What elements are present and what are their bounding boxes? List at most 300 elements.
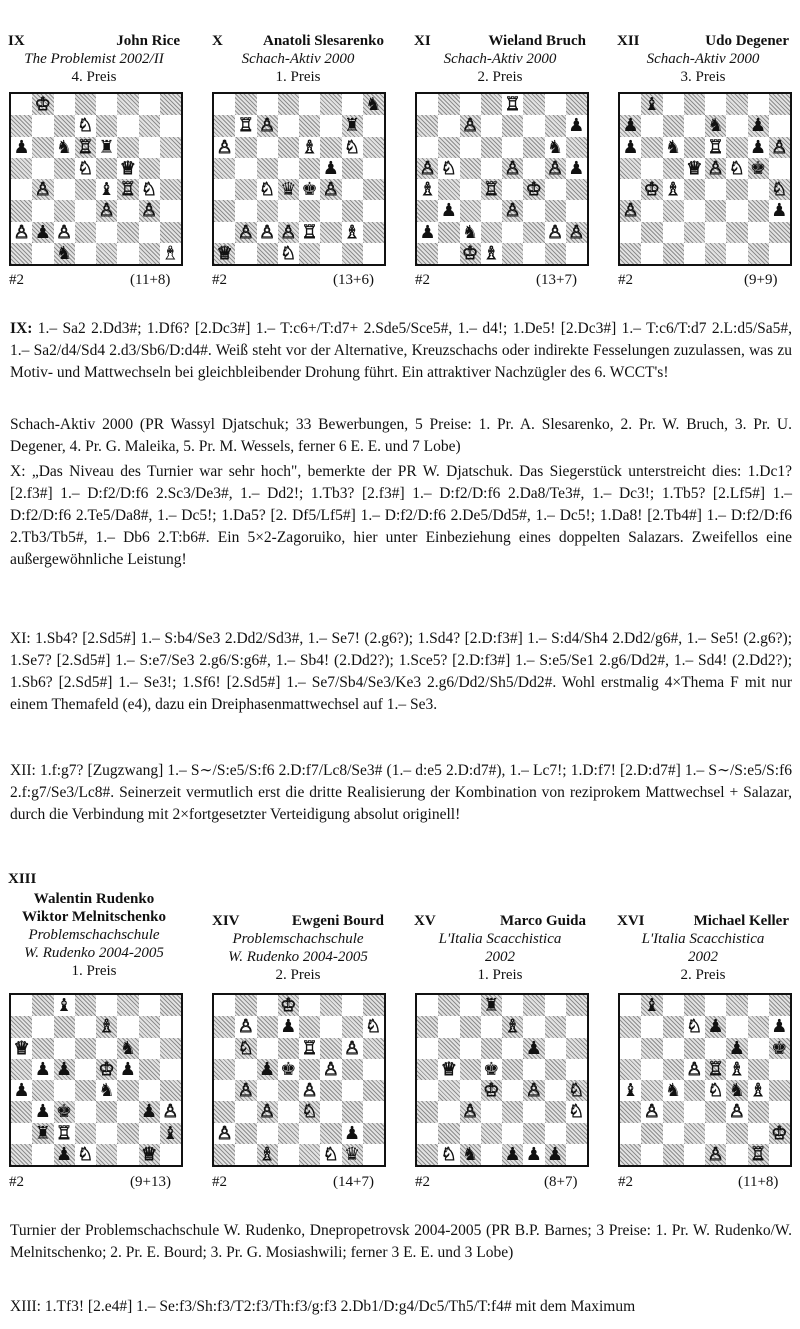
white-queen-icon: ♕ xyxy=(440,1058,457,1080)
tourney-schach-aktiv xyxy=(10,414,792,458)
chess-diagram xyxy=(415,993,589,1167)
white-pawn-icon: ♙ xyxy=(504,200,521,222)
white-bishop-icon: ♝ xyxy=(162,242,179,264)
light-square xyxy=(566,1144,587,1165)
light-square xyxy=(32,1144,53,1165)
light-square xyxy=(235,1144,256,1165)
light-square xyxy=(117,1101,138,1122)
light-square xyxy=(726,1016,747,1037)
light-square xyxy=(342,94,363,115)
light-square xyxy=(545,179,566,200)
white-bishop-icon: ♗ xyxy=(728,1058,745,1080)
white-knight-icon: ♘ xyxy=(322,1143,339,1165)
problem-number: XVI xyxy=(617,913,645,929)
problem-author: Walentin Rudenko xyxy=(33,891,155,907)
white-knight-icon: ♘ xyxy=(365,1016,382,1038)
problem-header-ix xyxy=(8,32,180,86)
white-pawn-icon: ♙ xyxy=(547,157,564,179)
black-knight-icon: ♞ xyxy=(665,136,682,158)
problem-source: Problemschachschule xyxy=(232,931,364,947)
black-pawn-icon: ♟ xyxy=(504,1143,521,1165)
problem-author: Marco Guida xyxy=(500,913,586,929)
white-bishop-icon: ♗ xyxy=(750,1080,767,1101)
problem-source-2: W. Rudenko 2004-2005 xyxy=(24,945,164,961)
chess-diagram xyxy=(9,993,183,1167)
black-pawn-icon: ♟ xyxy=(728,1037,745,1059)
black-pawn-icon: ♟ xyxy=(771,1016,788,1038)
white-king-icon: ♔ xyxy=(525,179,542,200)
problem-source: L'Italia Scacchistica xyxy=(641,931,765,947)
black-king-icon: ♚ xyxy=(301,179,318,200)
light-square xyxy=(214,1038,235,1059)
light-square xyxy=(417,995,438,1016)
problem-source: Problemschachschule xyxy=(28,927,160,943)
light-square xyxy=(32,115,53,136)
problem-prize: 4. Preis xyxy=(71,69,117,85)
white-knight-icon: ♘ xyxy=(77,1143,94,1165)
light-square xyxy=(363,1059,384,1080)
light-square xyxy=(96,222,117,243)
solution-x xyxy=(10,461,792,571)
white-pawn-icon: ♙ xyxy=(237,1080,254,1101)
light-square xyxy=(342,1080,363,1101)
solution-ix xyxy=(10,318,792,384)
problem-prize: 2. Preis xyxy=(275,967,321,983)
light-square xyxy=(523,115,544,136)
white-knight-icon: ♘ xyxy=(280,242,297,264)
light-square xyxy=(363,200,384,221)
black-pawn-icon: ♟ xyxy=(547,1143,564,1165)
solution-xi xyxy=(10,628,792,716)
white-pawn-icon: ♙ xyxy=(259,221,276,243)
light-square xyxy=(160,115,181,136)
chess-diagram xyxy=(618,993,792,1167)
light-square xyxy=(481,1016,502,1037)
white-pawn-icon: ♙ xyxy=(141,200,158,222)
black-pawn-icon: ♟ xyxy=(750,115,767,137)
light-square xyxy=(663,995,684,1016)
light-square xyxy=(139,995,160,1016)
light-square xyxy=(75,200,96,221)
light-square xyxy=(460,995,481,1016)
light-square xyxy=(502,179,523,200)
white-pawn-icon: ♙ xyxy=(419,157,436,179)
white-rook-icon: ♖ xyxy=(707,1058,724,1080)
white-king-icon: ♔ xyxy=(98,1058,115,1080)
light-square xyxy=(32,1016,53,1037)
black-pawn-icon: ♟ xyxy=(771,200,788,222)
white-pawn-icon: ♙ xyxy=(259,1101,276,1123)
light-square xyxy=(257,94,278,115)
black-rook-icon: ♜ xyxy=(483,995,500,1016)
problem-source-2: W. Rudenko 2004-2005 xyxy=(228,949,368,965)
black-pawn-icon: ♟ xyxy=(419,221,436,243)
white-knight-icon: ♘ xyxy=(568,1080,585,1101)
light-square xyxy=(438,1101,459,1122)
light-square xyxy=(139,1123,160,1144)
piece-count: (11+8) xyxy=(738,1174,779,1190)
white-pawn-icon: ♙ xyxy=(504,157,521,179)
black-pawn-icon: ♟ xyxy=(280,1016,297,1038)
white-king-icon: ♔ xyxy=(280,995,297,1016)
black-bishop-icon: ♝ xyxy=(622,1080,639,1101)
light-square xyxy=(438,243,459,264)
light-square xyxy=(566,1016,587,1037)
piece-count: (11+8) xyxy=(130,272,171,288)
problem-number: XII xyxy=(617,33,640,49)
light-square xyxy=(11,179,32,200)
light-square xyxy=(726,115,747,136)
white-pawn-icon: ♙ xyxy=(344,1037,361,1059)
light-square xyxy=(75,1016,96,1037)
chess-diagram xyxy=(9,92,183,266)
black-knight-icon: ♞ xyxy=(56,136,73,158)
black-bishop-icon: ♝ xyxy=(643,94,660,115)
black-pawn-icon: ♟ xyxy=(750,136,767,158)
black-king-icon: ♚ xyxy=(771,1037,788,1059)
black-pawn-icon: ♟ xyxy=(622,115,639,137)
black-bishop-icon: ♝ xyxy=(162,1122,179,1144)
light-square xyxy=(54,94,75,115)
black-knight-icon: ♞ xyxy=(365,94,382,115)
black-pawn-icon: ♟ xyxy=(525,1037,542,1059)
white-knight-icon: ♘ xyxy=(77,115,94,137)
black-pawn-icon: ♟ xyxy=(56,1143,73,1165)
black-pawn-icon: ♟ xyxy=(568,115,585,137)
light-square xyxy=(641,158,662,179)
white-pawn-icon: ♙ xyxy=(707,1143,724,1165)
light-square xyxy=(235,243,256,264)
problem-header-xi xyxy=(414,32,586,86)
light-square xyxy=(684,243,705,264)
light-square xyxy=(299,995,320,1016)
white-pawn-icon: ♙ xyxy=(280,221,297,243)
white-rook-icon: ♖ xyxy=(707,136,724,158)
light-square xyxy=(363,1101,384,1122)
light-square xyxy=(139,1038,160,1059)
light-square xyxy=(299,1123,320,1144)
white-pawn-icon: ♙ xyxy=(462,1101,479,1123)
black-rook-icon: ♜ xyxy=(34,1122,51,1144)
white-pawn-icon: ♙ xyxy=(707,157,724,179)
white-bishop-icon: ♗ xyxy=(344,221,361,243)
light-square xyxy=(620,94,641,115)
white-pawn-icon: ♙ xyxy=(301,1080,318,1101)
white-knight-icon: ♘ xyxy=(568,1101,585,1123)
label: IX: xyxy=(10,320,33,337)
light-square xyxy=(545,1080,566,1101)
light-square xyxy=(96,995,117,1016)
white-knight-icon: ♘ xyxy=(728,157,745,179)
light-square xyxy=(620,995,641,1016)
white-pawn-icon: ♙ xyxy=(322,1058,339,1080)
light-square xyxy=(96,94,117,115)
black-knight-icon: ♞ xyxy=(665,1080,682,1101)
white-knight-icon: ♘ xyxy=(141,179,158,200)
light-square xyxy=(523,200,544,221)
black-pawn-icon: ♟ xyxy=(34,221,51,243)
black-knight-icon: ♞ xyxy=(98,1080,115,1101)
light-square xyxy=(460,137,481,158)
problem-source: The Problemist 2002/II xyxy=(24,51,164,67)
light-square xyxy=(726,1144,747,1165)
light-square xyxy=(160,200,181,221)
piece-count: (14+7) xyxy=(333,1174,374,1190)
light-square xyxy=(75,243,96,264)
white-pawn-icon: ♙ xyxy=(322,179,339,200)
problem-source: Schach-Aktiv 2000 xyxy=(241,51,355,67)
problem-source: Schach-Aktiv 2000 xyxy=(443,51,557,67)
light-square xyxy=(748,1123,769,1144)
light-square xyxy=(417,137,438,158)
white-king-icon: ♔ xyxy=(771,1122,788,1144)
light-square xyxy=(481,1101,502,1122)
light-square xyxy=(523,1059,544,1080)
light-square xyxy=(769,1059,790,1080)
light-square xyxy=(278,1101,299,1122)
light-square xyxy=(620,222,641,243)
problem-author: Wieland Bruch xyxy=(488,33,586,49)
light-square xyxy=(342,995,363,1016)
white-rook-icon: ♖ xyxy=(301,221,318,243)
light-square xyxy=(769,1101,790,1122)
paragraph-text: XII: 1.f:g7? [Zugzwang] 1.– S∼/S:e5/S:f6 2.D:f7/Lc8/Se3# (1.– d:e5 2.D:d7#), 1.– Lc7!; 1.D:f7! [2.D:d7#] 1.– S∼/S:e5/S:f6 2.f:g7/Se3/Lc8#. Seinerzeit vermutlich erst die dritte Realisierung der Kombination von reziprokem Mattwechsel + Salazar, durch die Verbindung mit 2×fortgesetzter Verteidigung absolut originell! xyxy=(10,762,792,823)
solution-xiii xyxy=(10,1296,792,1318)
light-square xyxy=(663,222,684,243)
chess-diagram xyxy=(212,993,386,1167)
white-pawn-icon: ♙ xyxy=(56,221,73,243)
light-square xyxy=(139,222,160,243)
stipulation: #2 xyxy=(212,272,227,288)
black-knight-icon: ♞ xyxy=(119,1037,136,1059)
light-square xyxy=(160,1144,181,1165)
light-square xyxy=(117,200,138,221)
black-queen-icon: ♛ xyxy=(344,1143,361,1165)
white-pawn-icon: ♙ xyxy=(728,1101,745,1123)
white-knight-icon: ♘ xyxy=(344,136,361,158)
light-square xyxy=(96,1038,117,1059)
problem-source: Schach-Aktiv 2000 xyxy=(646,51,760,67)
piece-count: (8+7) xyxy=(544,1174,578,1190)
white-rook-icon: ♖ xyxy=(504,94,521,115)
light-square xyxy=(726,243,747,264)
light-square xyxy=(139,1080,160,1101)
problem-number: XV xyxy=(414,913,436,929)
light-square xyxy=(11,94,32,115)
light-square xyxy=(32,243,53,264)
black-pawn-icon: ♟ xyxy=(119,1058,136,1080)
stipulation: #2 xyxy=(415,1174,430,1190)
light-square xyxy=(363,158,384,179)
piece-count: (9+9) xyxy=(744,272,778,288)
white-bishop-icon: ♗ xyxy=(98,1016,115,1038)
black-rook-icon: ♜ xyxy=(344,115,361,137)
black-pawn-icon: ♟ xyxy=(440,200,457,222)
light-square xyxy=(684,115,705,136)
black-pawn-icon: ♟ xyxy=(13,1080,30,1101)
problem-prize: 1. Preis xyxy=(477,967,523,983)
white-queen-icon: ♕ xyxy=(686,157,703,179)
light-square xyxy=(663,94,684,115)
problem-header-xv xyxy=(414,912,586,984)
light-square xyxy=(620,179,641,200)
light-square xyxy=(769,158,790,179)
white-pawn-icon: ♙ xyxy=(259,115,276,137)
black-pawn-icon: ♟ xyxy=(13,136,30,158)
white-pawn-icon: ♙ xyxy=(622,200,639,222)
light-square xyxy=(235,1101,256,1122)
light-square xyxy=(214,222,235,243)
light-square xyxy=(75,1101,96,1122)
light-square xyxy=(523,158,544,179)
paragraph-text: X: „Das Niveau des Turnier war sehr hoch", bemerkte der PR W. Djatschuk. Das Siegerstück unterstreicht dies: 1.Dc1? [2.f3#] 1.– D:f2/D:f6 2.Sc3/De3#, 1.– Dd2!; 1.Tb3? [2.f3#] 1.– D:f2/D:f6 2.Da8/Te3#, 1.– Dc3!; 1.Tb5? [2.Lf5#] 1.– D:f2/D:f6 2.Te5/Da8#, 1.– Dc5!; 1.Da5? [2. Df5/Lf5#] 1.– D:f2/D:f6 2.De5/Dd5#, 1.– Dc5!; 1.Da8! [2.Tb4#] 1.– D:f2/D:f6 2.Tb3/Tb5#, 1.– Db6 2.T:b6#. Ein 5×2-Zagoruiko, hier unter Einbeziehung eines doppelten Salazars. Zweifellos eine außergewöhnliche Leistung! xyxy=(10,463,792,568)
problem-header-xiii xyxy=(8,870,180,980)
light-square xyxy=(214,995,235,1016)
problem-prize: 3. Preis xyxy=(680,69,726,85)
white-pawn-icon: ♙ xyxy=(13,221,30,243)
light-square xyxy=(117,115,138,136)
black-rook-icon: ♜ xyxy=(98,136,115,158)
light-square xyxy=(769,243,790,264)
paragraph-text: XIII: 1.Tf3! [2.e4#] 1.– Se:f3/Sh:f3/T2:f3/Th:f3/g:f3 2.Db1/D:g4/Dc5/Th5/T:f4# mit dem Maximum xyxy=(10,1298,636,1315)
light-square xyxy=(502,1038,523,1059)
light-square xyxy=(705,179,726,200)
black-bishop-icon: ♝ xyxy=(98,179,115,200)
light-square xyxy=(663,1123,684,1144)
light-square xyxy=(481,158,502,179)
light-square xyxy=(117,1016,138,1037)
light-square xyxy=(460,179,481,200)
white-queen-icon: ♕ xyxy=(119,157,136,179)
white-pawn-icon: ♙ xyxy=(643,1101,660,1123)
light-square xyxy=(481,115,502,136)
light-square xyxy=(160,158,181,179)
light-square xyxy=(748,995,769,1016)
light-square xyxy=(641,1059,662,1080)
light-square xyxy=(320,115,341,136)
white-knight-icon: ♘ xyxy=(77,157,94,179)
light-square xyxy=(523,1016,544,1037)
light-square xyxy=(278,158,299,179)
white-knight-icon: ♘ xyxy=(440,1143,457,1165)
light-square xyxy=(257,1080,278,1101)
light-square xyxy=(235,1059,256,1080)
chess-diagram xyxy=(212,92,386,266)
white-king-icon: ♔ xyxy=(483,1080,500,1101)
light-square xyxy=(32,200,53,221)
solution-xii xyxy=(10,760,792,826)
black-king-icon: ♚ xyxy=(750,157,767,179)
light-square xyxy=(502,1123,523,1144)
black-king-icon: ♚ xyxy=(483,1058,500,1080)
light-square xyxy=(460,1038,481,1059)
light-square xyxy=(705,1123,726,1144)
light-square xyxy=(566,200,587,221)
light-square xyxy=(214,1080,235,1101)
light-square xyxy=(32,158,53,179)
stipulation: #2 xyxy=(9,272,24,288)
problem-author: Michael Keller xyxy=(693,913,789,929)
black-knight-icon: ♞ xyxy=(462,221,479,243)
problem-number: XI xyxy=(414,33,431,49)
light-square xyxy=(684,1101,705,1122)
white-bishop-icon: ♗ xyxy=(504,1016,521,1038)
problem-source: L'Italia Scacchistica xyxy=(438,931,562,947)
light-square xyxy=(11,995,32,1016)
white-rook-icon: ♖ xyxy=(119,179,136,200)
light-square xyxy=(663,1038,684,1059)
light-square xyxy=(748,94,769,115)
light-square xyxy=(545,1123,566,1144)
light-square xyxy=(11,1123,32,1144)
light-square xyxy=(545,995,566,1016)
light-square xyxy=(684,1144,705,1165)
light-square xyxy=(438,1016,459,1037)
white-knight-icon: ♘ xyxy=(301,1101,318,1123)
problem-header-xvi xyxy=(617,912,789,984)
problem-author: John Rice xyxy=(116,33,180,49)
white-rook-icon: ♖ xyxy=(301,1037,318,1059)
piece-count: (13+6) xyxy=(333,272,374,288)
white-knight-icon: ♘ xyxy=(237,1037,254,1059)
black-pawn-icon: ♟ xyxy=(568,157,585,179)
white-knight-icon: ♘ xyxy=(686,1016,703,1038)
light-square xyxy=(117,1144,138,1165)
chess-diagram xyxy=(415,92,589,266)
light-square xyxy=(523,1101,544,1122)
light-square xyxy=(117,243,138,264)
stipulation: #2 xyxy=(9,1174,24,1190)
light-square xyxy=(502,1080,523,1101)
light-square xyxy=(160,1016,181,1037)
light-square xyxy=(214,179,235,200)
light-square xyxy=(235,200,256,221)
white-pawn-icon: ♙ xyxy=(216,136,233,158)
light-square xyxy=(502,995,523,1016)
light-square xyxy=(523,243,544,264)
light-square xyxy=(769,1144,790,1165)
problem-author-2: Wiktor Melnitschenko xyxy=(21,909,167,925)
light-square xyxy=(705,1038,726,1059)
white-bishop-icon: ♗ xyxy=(259,1143,276,1165)
black-knight-icon: ♞ xyxy=(462,1143,479,1165)
black-knight-icon: ♞ xyxy=(547,136,564,158)
light-square xyxy=(417,94,438,115)
problem-author: Anatoli Slesarenko xyxy=(263,33,384,49)
problem-prize: 2. Preis xyxy=(477,69,523,85)
problem-number: XIII xyxy=(8,871,37,887)
light-square xyxy=(139,94,160,115)
light-square xyxy=(257,137,278,158)
black-king-icon: ♚ xyxy=(56,1101,73,1123)
black-pawn-icon: ♟ xyxy=(707,1016,724,1038)
light-square xyxy=(566,1059,587,1080)
white-queen-icon: ♕ xyxy=(13,1037,30,1059)
white-bishop-icon: ♗ xyxy=(419,179,436,200)
light-square xyxy=(545,94,566,115)
paragraph-text: Schach-Aktiv 2000 (PR Wassyl Djatschuk; 33 Bewerbungen, 5 Preise: 1. Pr. A. Slesarenko, 2. Pr. W. Bruch, 3. Pr. U. Degener, 4. Pr. G. Maleika, 5. Pr. M. Wessels, ferner 6 E. E. und 7 Lobe) xyxy=(10,416,792,455)
black-pawn-icon: ♟ xyxy=(141,1101,158,1123)
white-knight-icon: ♘ xyxy=(771,179,788,200)
problem-prize: 1. Preis xyxy=(71,963,117,979)
light-square xyxy=(278,200,299,221)
light-square xyxy=(363,115,384,136)
white-pawn-icon: ♙ xyxy=(98,200,115,222)
light-square xyxy=(75,1059,96,1080)
light-square xyxy=(417,1080,438,1101)
light-square xyxy=(278,115,299,136)
black-knight-icon: ♞ xyxy=(728,1080,745,1101)
